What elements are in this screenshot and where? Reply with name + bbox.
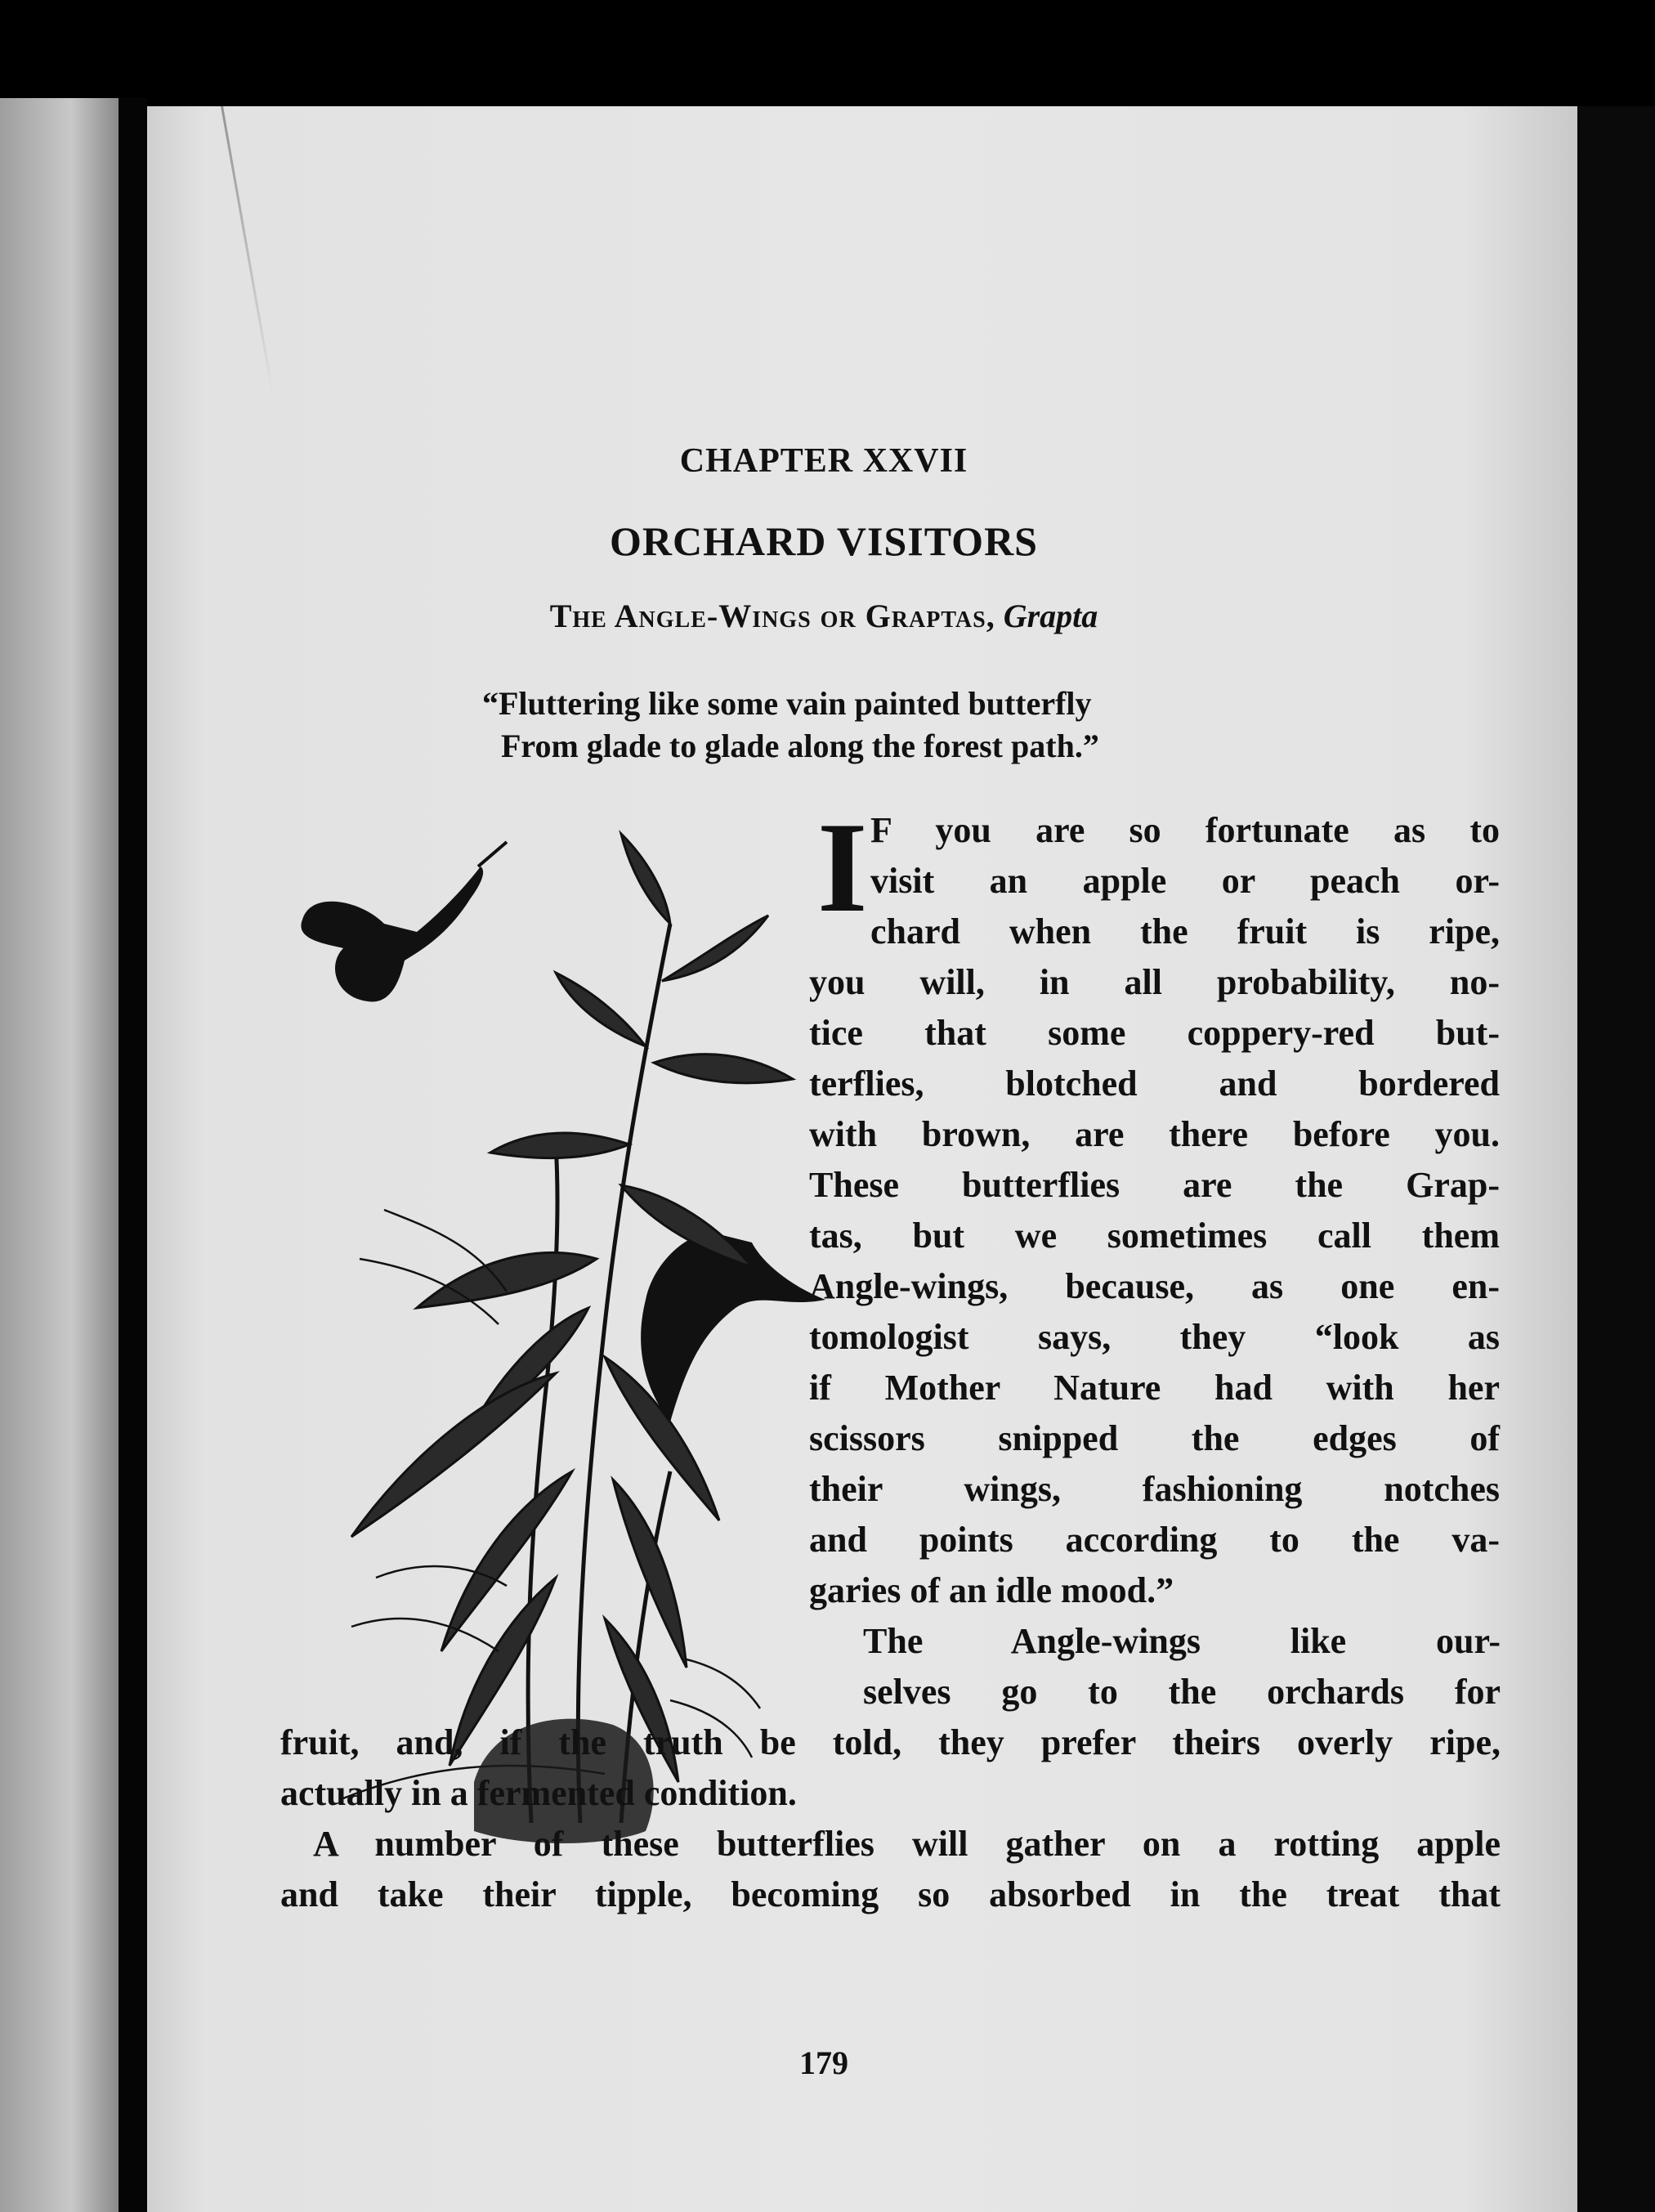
subtitle-genus: Grapta [1003,598,1098,634]
body-line: F you are so fortunate as to [870,810,1500,850]
subtitle-caps: The Angle-Wings or Graptas, [549,598,995,634]
chapter-subtitle [147,597,1501,635]
body-line: chard when the fruit is ripe, [870,911,1500,952]
body-line: The Angle-wings like our- [863,1621,1501,1661]
body-line: if Mother Nature had with her [809,1368,1500,1408]
drop-cap: I [817,796,868,939]
body-line: tice that some coppery-red but- [809,1013,1500,1053]
body-line: their wings, fashioning notches [809,1469,1500,1509]
body-line: visit an apple or peach or- [870,861,1500,901]
page-crease [221,105,274,396]
chapter-title: ORCHARD VISITORS [609,518,1038,564]
body-line: Angle-wings, because, as one en- [809,1266,1500,1306]
body-line: tomologist says, they “look as [809,1317,1500,1357]
epigraph [482,683,1099,768]
body-line: A number of these butterflies will gather on a rotting apple [313,1824,1501,1864]
body-line: actually in a fermented condition. [280,1773,797,1813]
body-line: and points according to the va- [809,1520,1500,1560]
body-line: garies of an idle mood.” [809,1570,1174,1610]
butterfly-top [301,842,507,1001]
epigraph-line: From glade to glade along the forest path.” [501,728,1099,764]
right-scan-border [1577,106,1655,2212]
epigraph-line: “Fluttering like some vain painted butterfly [482,685,1092,722]
chapter-heading: CHAPTER XXVII [679,442,968,480]
body-line: These butterflies are the Grap- [809,1165,1500,1205]
page-number: 179 [799,2044,848,2081]
body-line: fruit, and, if the truth be told, they prefer theirs overly ripe, [280,1722,1501,1762]
book-page [147,106,1577,2212]
body-line: you will, in all probability, no- [809,962,1500,1002]
left-page-edge [0,98,119,2212]
body-line: selves go to the orchards for [863,1672,1501,1712]
body-line: terflies, blotched and bordered [809,1063,1500,1104]
body-line: and take their tipple, becoming so absorbed in the treat that [280,1874,1501,1914]
body-line: scissors snipped the edges of [809,1418,1500,1458]
body-line: tas, but we sometimes call them [809,1216,1500,1256]
book-spine [119,98,147,2212]
body-line: with brown, are there before you. [809,1114,1500,1154]
